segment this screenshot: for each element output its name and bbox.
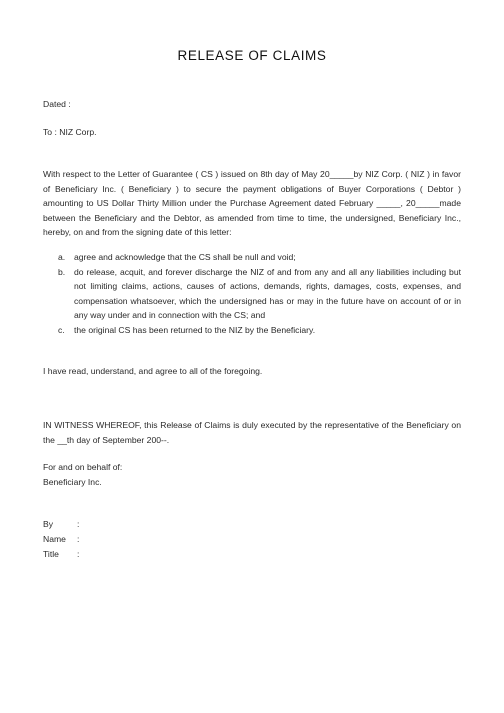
dated-line: Dated : (43, 99, 71, 109)
by-label: By (43, 519, 54, 529)
agreement-statement: I have read, understand, and agree to all of the foregoing. (43, 366, 263, 376)
name-colon: : (77, 534, 80, 544)
title-colon: : (77, 549, 80, 559)
behalf-line: For and on behalf of: (43, 462, 123, 472)
beneficiary-name: Beneficiary Inc. (43, 477, 102, 487)
to-line: To : NIZ Corp. (43, 127, 97, 137)
title-label: Title (43, 549, 59, 559)
signature-name-row (43, 532, 79, 547)
list-item-text: do release, acquit, and forever discharge the NIZ of and from any and all any liabilities including but not limiting claims, actions, causes of actions, demands, rights, damages, costs, expenses, and compensation whatsoever, which the undersigned has or may in the future have on account of or in any way under and in connection with the CS; and (74, 266, 461, 321)
list-item (58, 250, 461, 265)
document-title: RELEASE OF CLAIMS (177, 48, 327, 63)
list-item-text: the original CS has been returned to the NIZ by the Beneficiary. (74, 324, 316, 335)
by-colon: : (77, 519, 80, 529)
witness-paragraph: IN WITNESS WHEREOF, this Release of Claims is duly executed by the representative of the Beneficiary on the __th day of September 200--. (43, 420, 461, 445)
list-item (58, 265, 461, 323)
release-terms-list (58, 250, 461, 338)
list-item-text: agree and acknowledge that the CS shall be null and void; (74, 252, 296, 262)
name-label: Name (43, 534, 66, 544)
list-item (58, 323, 461, 338)
list-marker: b. (58, 266, 66, 277)
signature-block (43, 517, 79, 562)
list-marker: a. (58, 252, 66, 262)
intro-paragraph: With respect to the Letter of Guarantee ( CS ) issued on 8th day of May 20_____by NIZ Corp. ( NIZ ) in favor of Beneficiary Inc. ( Beneficiary ) to secure the payment obligations of Buyer Corporations ( Debtor ) amounting to US Dollar Thirty Million under the Purchase Agreement dated February _____, 20_____made between the Beneficiary and the Debtor, as amended from time to time, the undersigned, Beneficiary Inc., hereby, on and from the signing date of this letter: (43, 169, 461, 238)
list-marker: c. (58, 324, 65, 335)
signature-title-row (43, 547, 79, 562)
signature-by-row (43, 517, 79, 532)
